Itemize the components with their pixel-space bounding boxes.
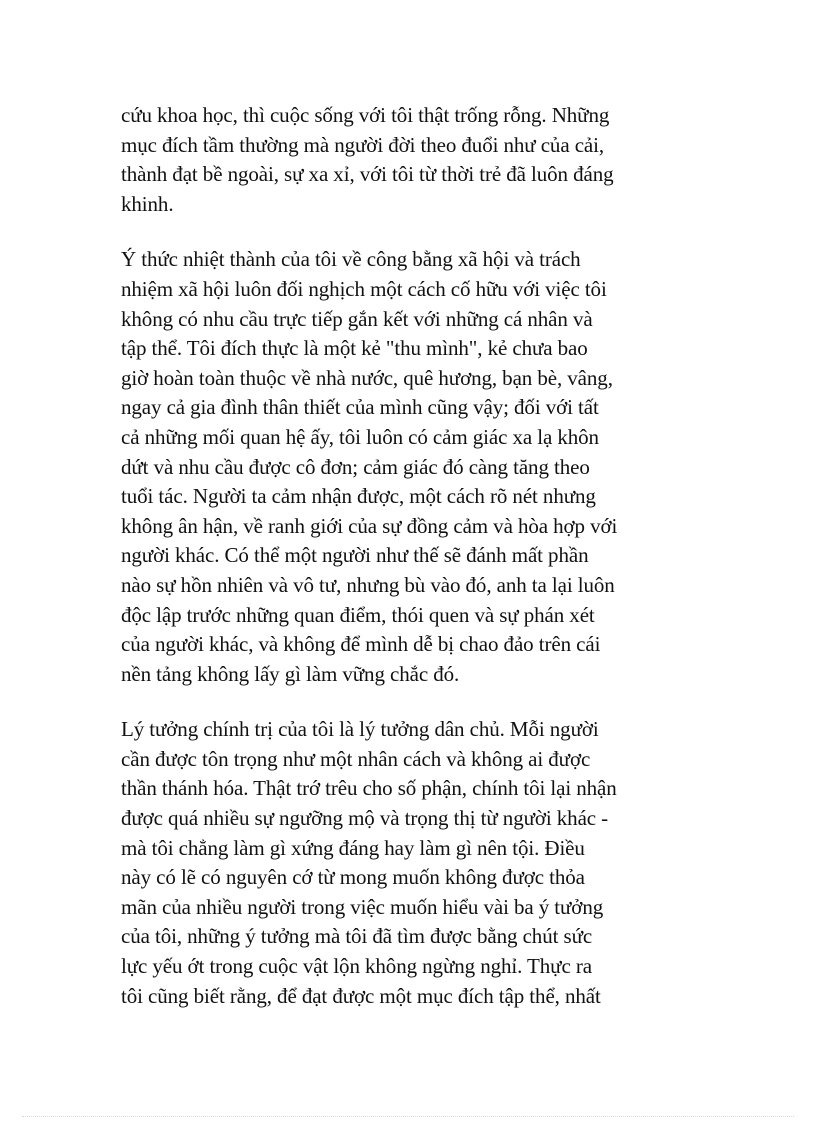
text-line: tôi cũng biết rằng, để đạt được một mục đích tập thể, nhất: [121, 983, 601, 1008]
text-line: này có lẽ có nguyên cớ từ mong muốn không được thỏa: [121, 865, 585, 890]
text-line: nhiệm xã hội luôn đối nghịch một cách cố hữu với việc tôi: [121, 276, 607, 301]
paragraph-3: [121, 715, 701, 1011]
paragraph-1: [121, 101, 701, 219]
text-line: nền tảng không lấy gì làm vững chắc đó.: [121, 661, 460, 686]
text-line: mục đích tầm thường mà người đời theo đuổi như của cải,: [121, 132, 605, 157]
text-line: lực yếu ớt trong cuộc vật lộn không ngừng nghỉ. Thực ra: [121, 954, 592, 979]
paragraph-2: [121, 245, 701, 689]
text-line: thành đạt bề ngoài, sự xa xỉ, với tôi từ thời trẻ đã luôn đáng: [121, 162, 614, 187]
text-line: mãn của nhiều người trong việc muốn hiểu vài ba ý tưởng: [121, 894, 604, 919]
text-line: không ân hận, về ranh giới của sự đồng cảm và hòa hợp với: [121, 513, 618, 538]
page-bottom-divider: [22, 1116, 794, 1117]
text-line: cả những mối quan hệ ấy, tôi luôn có cảm giác xa lạ khôn: [121, 424, 599, 449]
text-line: tuổi tác. Người ta cảm nhận được, một cách rõ nét nhưng: [121, 484, 596, 509]
text-line: cứu khoa học, thì cuộc sống với tôi thật trống rỗng. Những: [121, 103, 610, 127]
text-line: độc lập trước những quan điểm, thói quen và sự phán xét: [121, 602, 595, 627]
text-line: Lý tưởng chính trị của tôi là lý tưởng dân chủ. Mỗi người: [121, 717, 599, 742]
text-line: người khác. Có thể một người như thế sẽ đánh mất phần: [121, 543, 589, 568]
text-line: khinh.: [121, 191, 174, 216]
text-line: của người khác, và không để mình dễ bị chao đảo trên cái: [121, 632, 601, 657]
body-text: [121, 101, 701, 1037]
text-line: ngay cả gia đình thân thiết của mình cũng vậy; đối với tất: [121, 395, 599, 420]
text-line: giờ hoàn toàn thuộc về nhà nước, quê hương, bạn bè, vâng,: [121, 365, 613, 390]
text-line: thần thánh hóa. Thật trớ trêu cho số phận, chính tôi lại nhận: [121, 776, 617, 801]
text-line: Ý thức nhiệt thành của tôi về công bằng xã hội và trách: [121, 247, 581, 272]
text-line: không có nhu cầu trực tiếp gắn kết với những cá nhân và: [121, 306, 593, 331]
text-line: cần được tôn trọng như một nhân cách và không ai được: [121, 746, 591, 771]
text-line: của tôi, những ý tưởng mà tôi đã tìm được bằng chút sức: [121, 924, 593, 949]
text-line: mà tôi chẳng làm gì xứng đáng hay làm gì nên tội. Điều: [121, 835, 585, 860]
text-line: nào sự hồn nhiên và vô tư, nhưng bù vào đó, anh ta lại luôn: [121, 572, 615, 597]
text-line: được quá nhiều sự ngưỡng mộ và trọng thị từ người khác -: [121, 806, 609, 831]
text-line: tập thể. Tôi đích thực là một kẻ "thu mình", kẻ chưa bao: [121, 336, 588, 361]
text-line: dứt và nhu cầu được cô đơn; cảm giác đó càng tăng theo: [121, 454, 590, 479]
